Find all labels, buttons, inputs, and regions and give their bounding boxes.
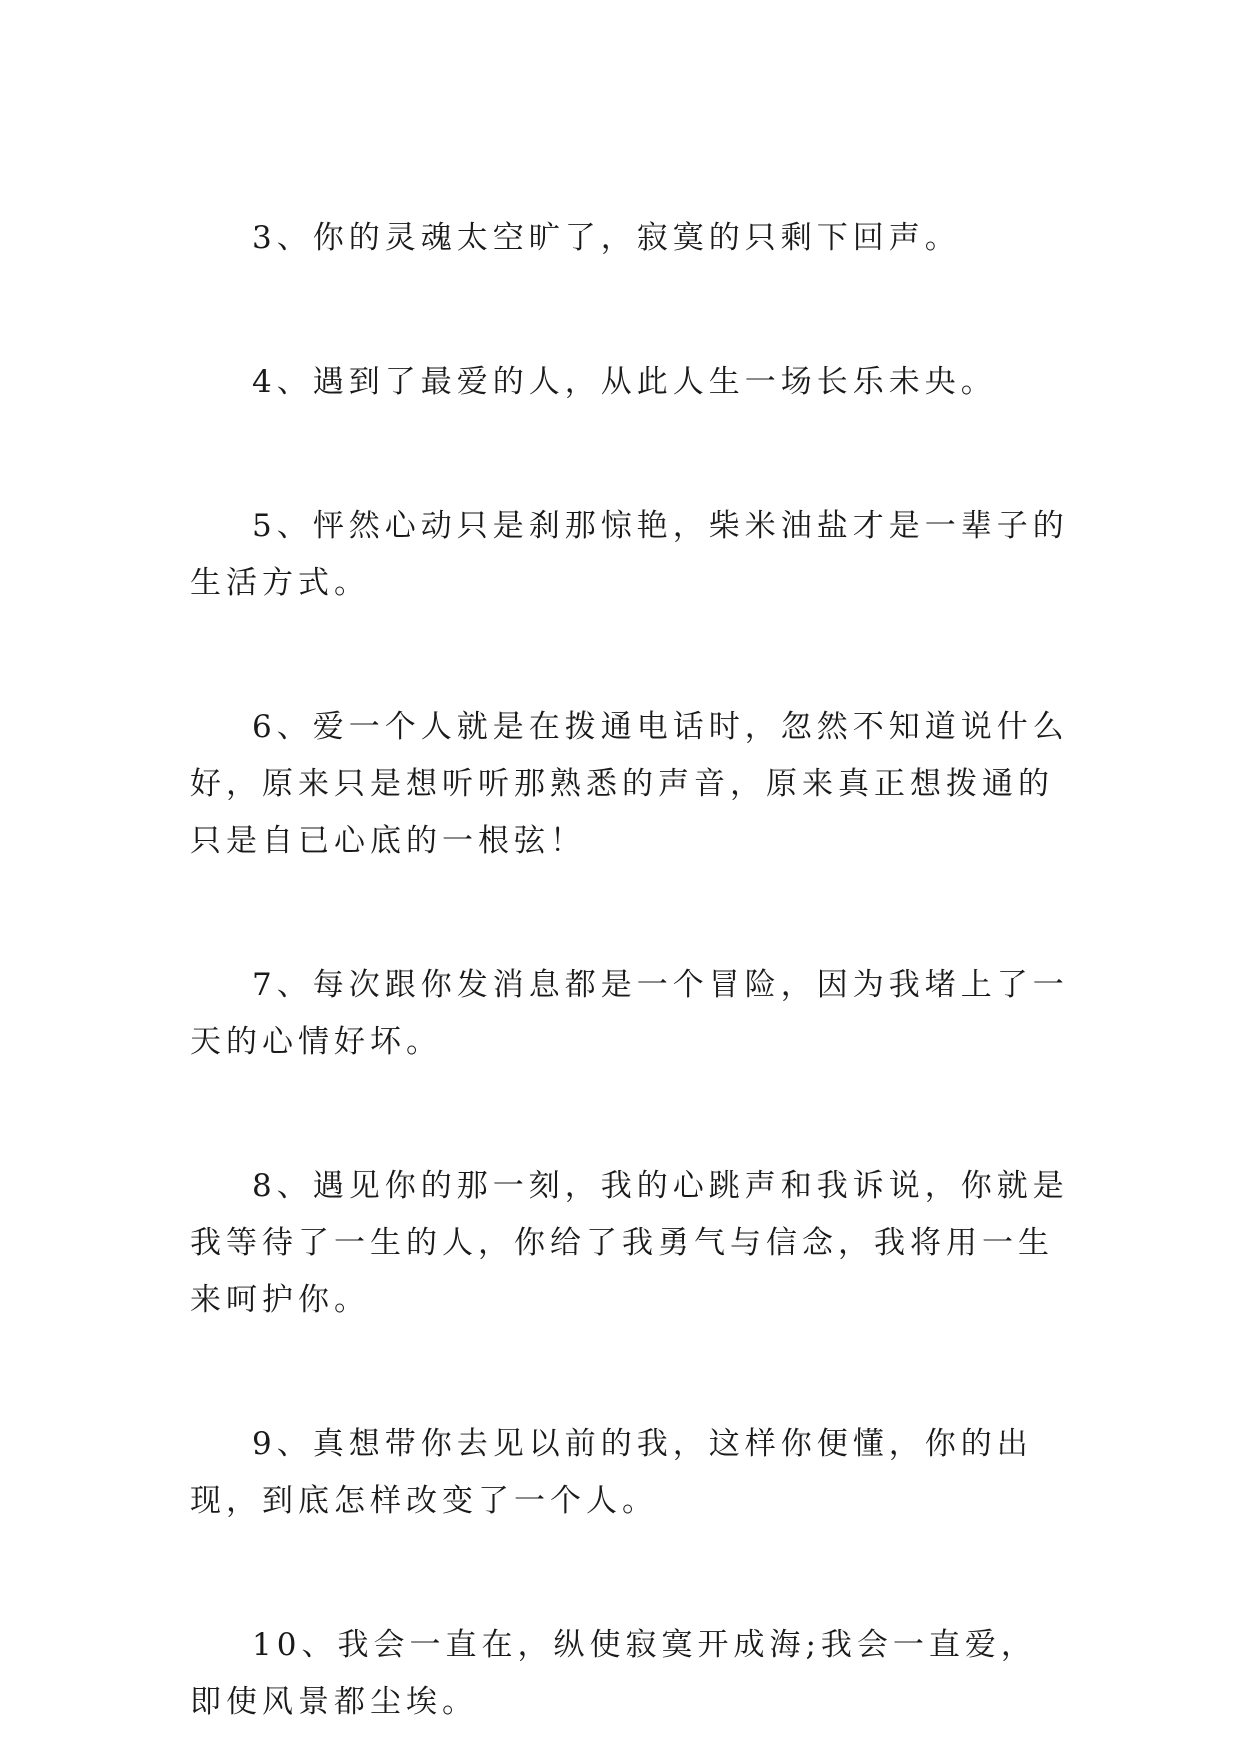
paragraph-8: 8、遇见你的那一刻，我的心跳声和我诉说，你就是我等待了一生的人，你给了我勇气与信念，我将用一生来呵护你。 [190,1168,1069,1318]
paragraph-6: 6、爱一个人就是在拨通电话时，忽然不知道说什么好，原来只是想听听那熟悉的声音，原来真正想拨通的只是自已心底的一根弦！ [190,709,1069,859]
paragraph-10: 10、我会一直在，纵使寂寞开成海;我会一直爱，即使风景都尘埃。 [190,1627,1037,1720]
paragraph-3: 3、你的灵魂太空旷了，寂寞的只剩下回声。 [252,220,961,256]
document-body [190,210,1070,1731]
paragraph-5: 5、怦然心动只是刹那惊艳，柴米油盐才是一辈子的生活方式。 [190,508,1069,601]
paragraph-7: 7、每次跟你发消息都是一个冒险，因为我堵上了一天的心情好坏。 [190,967,1069,1060]
paragraph-4: 4、遇到了最爱的人，从此人生一场长乐未央。 [252,364,997,400]
paragraph-9: 9、真想带你去见以前的我，这样你便懂，你的出现，到底怎样改变了一个人。 [190,1426,1033,1519]
